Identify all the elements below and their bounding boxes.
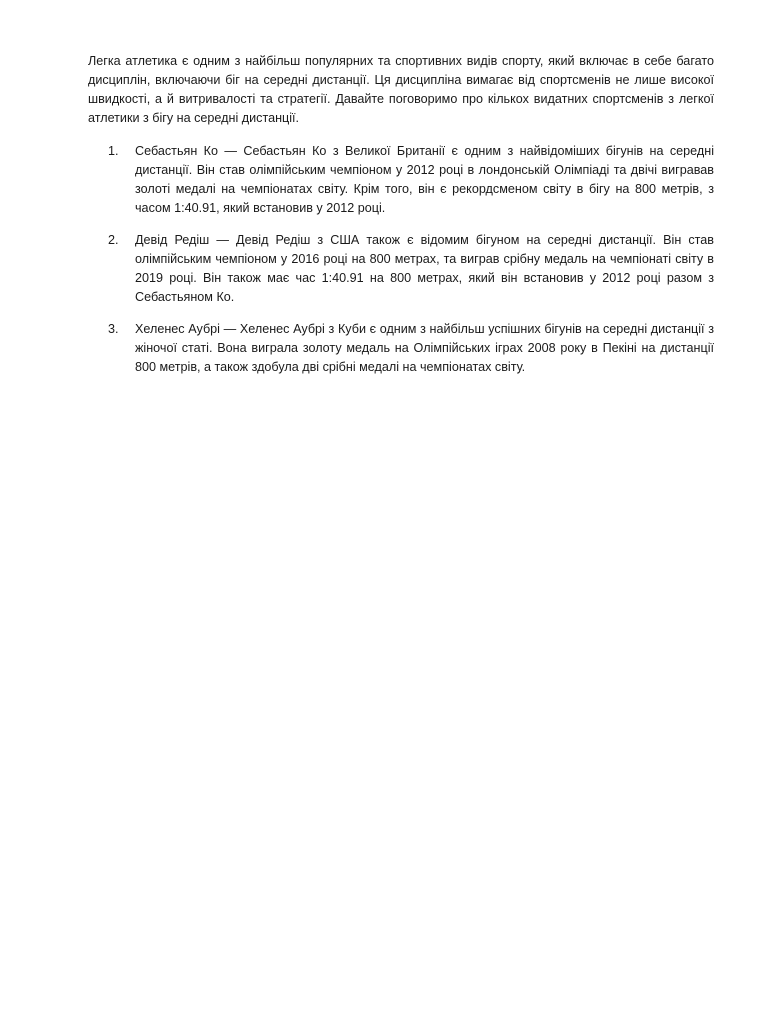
list-item bbox=[88, 142, 714, 218]
list-item bbox=[88, 231, 714, 307]
athlete-list bbox=[88, 142, 714, 377]
list-item-number: 1. bbox=[108, 144, 119, 158]
list-item-text: Хеленес Аубрі — Хеленес Аубрі з Куби є одним з найбільш успішних бігунів на середні дистанції з жіночої статі. Вона виграла золоту медаль на Олімпійських іграх 2008 року в Пекіні на дистанції 800 метрів, а також здобула дві срібні медалі на чемпіонатах світу. bbox=[135, 322, 714, 374]
list-item-text: Девід Редіш — Девід Редіш з США також є відомим бігуном на середні дистанції. Він став олімпійським чемпіоном у 2016 році на 800 метрах, та виграв срібну медаль на чемпіонаті світу в 2019 році. Він також має час 1:40.91 на 800 метрах, який він встановив у 2012 році разом з Себастьяном Ко. bbox=[135, 233, 714, 304]
list-item-text: Себастьян Ко — Себастьян Ко з Великої Британії є одним з найвідоміших бігунів на середні дистанції. Він став олімпійським чемпіоном у 2012 році в лондонській Олімпіаді та двічі вигравав золоті медалі на чемпіонатах світу. Крім того, він є рекордсменом світу в бігу на 800 метрів, з часом 1:40.91, який встановив у 2012 році. bbox=[135, 144, 714, 215]
intro-paragraph: Легка атлетика є одним з найбільш популярних та спортивних видів спорту, який включає в себе багато дисциплін, включаючи біг на середні дистанції. Ця дисципліна вимагає від спортсменів не лише високої швидкості, а й витривалості та стратегії. Давайте поговоримо про кількох видатних спортсменів з легкої атлетики з бігу на середні дистанції. bbox=[88, 54, 714, 125]
list-item-number: 2. bbox=[108, 233, 119, 247]
list-item bbox=[88, 320, 714, 377]
list-item-number: 3. bbox=[108, 322, 119, 336]
document-page bbox=[88, 52, 714, 390]
